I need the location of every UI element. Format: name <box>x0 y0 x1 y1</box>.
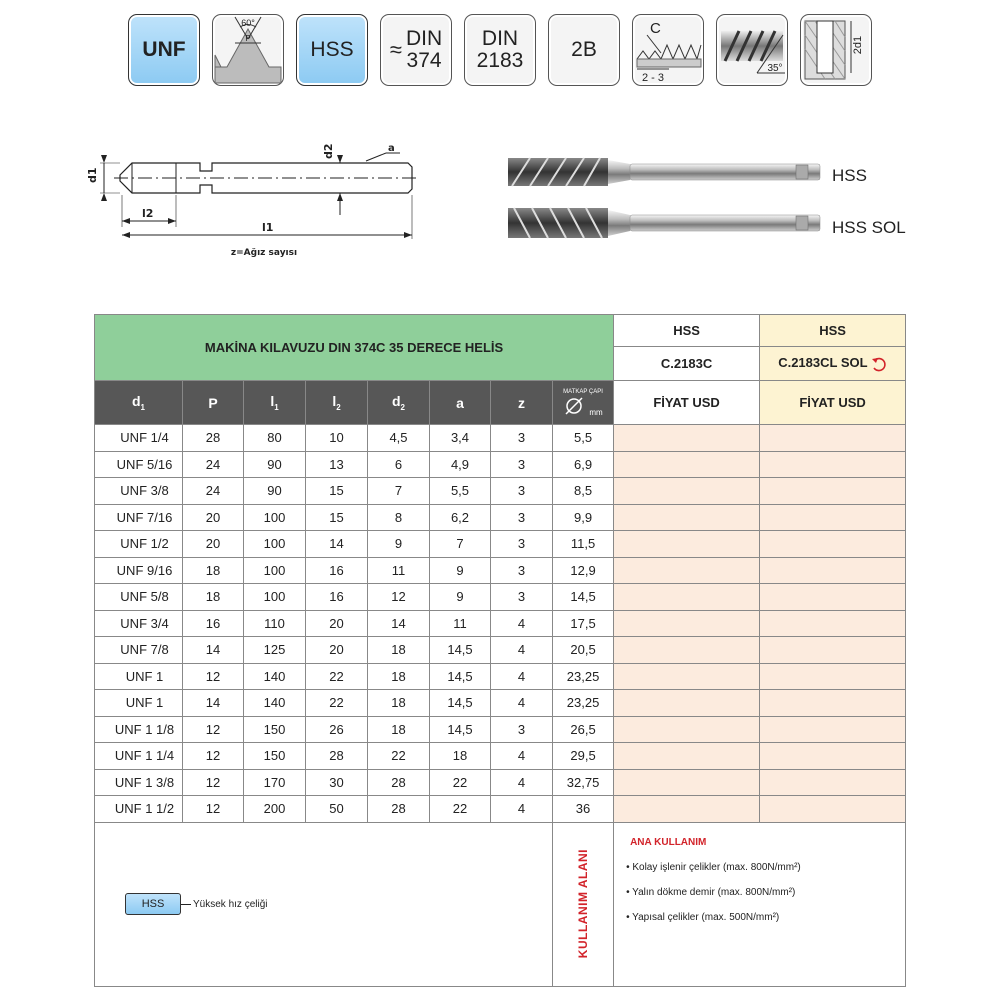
cell-l1: 170 <box>244 769 306 796</box>
unf-label: UNF <box>142 38 186 61</box>
cell-l2: 26 <box>306 716 368 743</box>
cell-drill: 32,75 <box>553 769 614 796</box>
cell-drill: 26,5 <box>553 716 614 743</box>
cell-l2: 22 <box>306 690 368 717</box>
cell-a: 9 <box>430 584 491 611</box>
cell-l2: 10 <box>306 425 368 452</box>
table-row <box>95 690 906 717</box>
cell-l2: 16 <box>306 557 368 584</box>
legend-hss-badge: HSS <box>125 893 181 915</box>
tool-photos <box>500 150 820 254</box>
cell-a: 6,2 <box>430 504 491 531</box>
product-table <box>94 314 906 987</box>
blind-hole-icon <box>800 14 872 86</box>
cell-l2: 50 <box>306 796 368 823</box>
price-cell-hss[interactable] <box>614 610 760 637</box>
cell-size: UNF 1 1/2 <box>95 796 183 823</box>
chamfer-form-icon <box>633 15 703 85</box>
cell-drill: 6,9 <box>553 451 614 478</box>
approx-symbol: ≈ <box>389 37 402 62</box>
table-row <box>95 478 906 505</box>
price-cell-hss[interactable] <box>614 504 760 531</box>
legend <box>95 893 552 915</box>
hss-column-header-1: HSS <box>614 315 760 347</box>
cell-drill: 11,5 <box>553 531 614 558</box>
cell-pitch: 12 <box>183 743 244 770</box>
hss-material-badge <box>296 14 368 86</box>
cell-drill: 14,5 <box>553 584 614 611</box>
cell-d2: 18 <box>368 637 430 664</box>
din374-line2: 374 <box>406 49 442 72</box>
l2-dim-label: l2 <box>142 207 154 220</box>
cell-pitch: 18 <box>183 584 244 611</box>
cell-pitch: 28 <box>183 425 244 452</box>
table-row <box>95 451 906 478</box>
code-c2183cl-sol-text: C.2183CL SOL <box>778 355 868 371</box>
cell-l2: 20 <box>306 610 368 637</box>
cell-a: 22 <box>430 796 491 823</box>
cell-z: 4 <box>491 663 553 690</box>
hss-icon-label: HSS <box>310 38 354 61</box>
cell-size: UNF 7/16 <box>95 504 183 531</box>
cell-d2: 22 <box>368 743 430 770</box>
price-cell-hss[interactable] <box>614 425 760 452</box>
chamfer-icon <box>632 14 704 86</box>
cell-a: 5,5 <box>430 478 491 505</box>
cell-pitch: 24 <box>183 451 244 478</box>
cell-pitch: 16 <box>183 610 244 637</box>
thread-angle-text: 60° <box>241 18 255 28</box>
din2183-line2: 2183 <box>476 49 524 72</box>
cell-l2: 20 <box>306 637 368 664</box>
cell-a: 14,5 <box>430 663 491 690</box>
price-cell-hss[interactable] <box>614 557 760 584</box>
tap-dimension-drawing <box>86 135 430 265</box>
cell-z: 3 <box>491 531 553 558</box>
price-cell-hss-sol[interactable] <box>760 663 906 690</box>
col-d1: $d_1$ <box>95 381 183 425</box>
cell-l2: 14 <box>306 531 368 558</box>
table-row <box>95 663 906 690</box>
price-cell-hss[interactable] <box>614 637 760 664</box>
cell-d2: 4,5 <box>368 425 430 452</box>
cell-d2: 28 <box>368 796 430 823</box>
cell-l1: 90 <box>244 478 306 505</box>
cell-a: 3,4 <box>430 425 491 452</box>
a-dim-label: a <box>388 143 395 154</box>
cell-l2: 15 <box>306 478 368 505</box>
cell-l2: 16 <box>306 584 368 611</box>
cell-d2: 11 <box>368 557 430 584</box>
cell-pitch: 12 <box>183 769 244 796</box>
depth-text: 2d1 <box>852 35 864 55</box>
cell-l1: 100 <box>244 584 306 611</box>
cell-z: 3 <box>491 557 553 584</box>
table-row <box>95 769 906 796</box>
table-title: MAKİNA KILAVUZU DIN 374C 35 DERECE HELİS <box>95 315 614 381</box>
tolerance-label: 2B <box>571 38 597 61</box>
cell-a: 11 <box>430 610 491 637</box>
cell-d2: 18 <box>368 716 430 743</box>
cell-drill: 36 <box>553 796 614 823</box>
cell-d2: 6 <box>368 451 430 478</box>
cell-l1: 150 <box>244 716 306 743</box>
cell-drill: 5,5 <box>553 425 614 452</box>
price-cell-hss-sol[interactable] <box>760 610 906 637</box>
cell-drill: 12,9 <box>553 557 614 584</box>
usage-item: • Yalın dökme demir (max. 800N/mm²) <box>626 886 796 898</box>
cell-drill: 29,5 <box>553 743 614 770</box>
cell-size: UNF 1 3/8 <box>95 769 183 796</box>
usage-title: ANA KULLANIM <box>630 836 707 848</box>
hole-depth-icon <box>801 15 871 85</box>
price-cell-hss-sol[interactable] <box>760 769 906 796</box>
cell-a: 14,5 <box>430 690 491 717</box>
price-cell-hss-sol[interactable] <box>760 716 906 743</box>
thread-60-icon <box>213 15 283 85</box>
price-cell-hss[interactable] <box>614 743 760 770</box>
cell-pitch: 14 <box>183 637 244 664</box>
left-hand-rotation-icon <box>871 356 887 372</box>
cell-a: 4,9 <box>430 451 491 478</box>
price-header-1: FİYAT USD <box>614 381 760 425</box>
price-cell-hss[interactable] <box>614 796 760 823</box>
cell-l1: 100 <box>244 504 306 531</box>
cell-a: 22 <box>430 769 491 796</box>
price-cell-hss[interactable] <box>614 663 760 690</box>
cell-l2: 15 <box>306 504 368 531</box>
cell-a: 7 <box>430 531 491 558</box>
table-row <box>95 610 906 637</box>
helix-angle-text: 35° <box>767 63 783 74</box>
cell-l2: 28 <box>306 743 368 770</box>
price-cell-hss-sol[interactable] <box>760 690 906 717</box>
diameter-icon <box>563 397 585 415</box>
cell-drill: 9,9 <box>553 504 614 531</box>
usage-cell <box>614 822 906 986</box>
helix-icon <box>716 14 788 86</box>
cell-z: 4 <box>491 743 553 770</box>
z-note: z=Ağız sayısı <box>230 248 298 258</box>
d1-dim-label: d1 <box>86 167 99 183</box>
table-row <box>95 743 906 770</box>
cell-l1: 125 <box>244 637 306 664</box>
cell-l1: 110 <box>244 610 306 637</box>
price-cell-hss[interactable] <box>614 584 760 611</box>
col-a: a <box>430 381 491 425</box>
code-c2183c: C.2183C <box>614 347 760 381</box>
table-row <box>95 584 906 611</box>
price-cell-hss[interactable] <box>614 478 760 505</box>
cell-l1: 150 <box>244 743 306 770</box>
footer-row <box>95 822 906 986</box>
cell-pitch: 12 <box>183 663 244 690</box>
chamfer-c-text: C <box>650 20 661 37</box>
cell-d2: 28 <box>368 769 430 796</box>
cell-pitch: 18 <box>183 557 244 584</box>
unf-thread-badge <box>128 14 200 86</box>
usage-item: • Yapısal çelikler (max. 500N/mm²) <box>626 911 780 923</box>
cell-d2: 18 <box>368 663 430 690</box>
spiral-flute-icon <box>717 15 787 85</box>
cell-z: 4 <box>491 637 553 664</box>
cell-z: 3 <box>491 716 553 743</box>
usage-vertical-cell <box>553 822 614 986</box>
cell-z: 3 <box>491 425 553 452</box>
cell-l1: 100 <box>244 557 306 584</box>
price-cell-hss-sol[interactable] <box>760 557 906 584</box>
thread-pitch-text: P <box>245 34 251 43</box>
price-cell-hss[interactable] <box>614 690 760 717</box>
legend-arrow <box>181 904 191 905</box>
cell-l1: 200 <box>244 796 306 823</box>
cell-d2: 8 <box>368 504 430 531</box>
table-row <box>95 557 906 584</box>
chamfer-range-text: 2 - 3 <box>641 72 665 84</box>
cell-l1: 90 <box>244 451 306 478</box>
usage-item: • Kolay işlenir çelikler (max. 800N/mm²) <box>626 861 801 873</box>
cell-pitch: 12 <box>183 716 244 743</box>
cell-l2: 30 <box>306 769 368 796</box>
col-l1: $l_1$ <box>244 381 306 425</box>
table-row <box>95 637 906 664</box>
price-cell-hss[interactable] <box>614 716 760 743</box>
col-d2: $d_2$ <box>368 381 430 425</box>
col-z: z <box>491 381 553 425</box>
cell-size: UNF 1 1/4 <box>95 743 183 770</box>
table-row <box>95 796 906 823</box>
cell-size: UNF 1/2 <box>95 531 183 558</box>
price-cell-hss[interactable] <box>614 769 760 796</box>
cell-size: UNF 9/16 <box>95 557 183 584</box>
cell-pitch: 14 <box>183 690 244 717</box>
cell-z: 3 <box>491 451 553 478</box>
price-cell-hss-sol[interactable] <box>760 451 906 478</box>
cell-d2: 18 <box>368 690 430 717</box>
din2183-badge <box>464 14 536 86</box>
cell-size: UNF 1/4 <box>95 425 183 452</box>
price-cell-hss-sol[interactable] <box>760 637 906 664</box>
cell-size: UNF 1 1/8 <box>95 716 183 743</box>
price-cell-hss[interactable] <box>614 451 760 478</box>
din374-line1: DIN <box>405 27 443 50</box>
price-cell-hss-sol[interactable] <box>760 743 906 770</box>
cell-d2: 12 <box>368 584 430 611</box>
cell-pitch: 20 <box>183 531 244 558</box>
cell-l2: 13 <box>306 451 368 478</box>
col-drill-diameter <box>553 381 614 425</box>
price-cell-hss-sol[interactable] <box>760 531 906 558</box>
cell-size: UNF 3/8 <box>95 478 183 505</box>
cell-pitch: 24 <box>183 478 244 505</box>
table-row <box>95 425 906 452</box>
cell-l2: 22 <box>306 663 368 690</box>
cell-z: 3 <box>491 478 553 505</box>
cell-size: UNF 1 <box>95 690 183 717</box>
cell-size: UNF 3/4 <box>95 610 183 637</box>
cell-drill: 20,5 <box>553 637 614 664</box>
din374-badge <box>380 14 452 86</box>
cell-a: 18 <box>430 743 491 770</box>
cell-d2: 9 <box>368 531 430 558</box>
cell-d2: 14 <box>368 610 430 637</box>
cell-pitch: 12 <box>183 796 244 823</box>
cell-drill: 23,25 <box>553 663 614 690</box>
drill-unit-text: mm <box>589 408 603 417</box>
legend-text: Yüksek hız çeliği <box>193 898 268 910</box>
col-p: P <box>183 381 244 425</box>
cell-d2: 7 <box>368 478 430 505</box>
legend-cell <box>95 822 553 986</box>
drill-header-text: MATKAP ÇAPI <box>563 389 603 395</box>
price-header-2: FİYAT USD <box>760 381 906 425</box>
d2-dim-label: d2 <box>322 143 335 159</box>
tolerance-badge <box>548 14 620 86</box>
cell-drill: 17,5 <box>553 610 614 637</box>
table-row <box>95 504 906 531</box>
cell-a: 14,5 <box>430 637 491 664</box>
cell-z: 3 <box>491 584 553 611</box>
cell-z: 3 <box>491 504 553 531</box>
cell-l1: 140 <box>244 663 306 690</box>
cell-size: UNF 5/8 <box>95 584 183 611</box>
price-cell-hss[interactable] <box>614 531 760 558</box>
cell-a: 14,5 <box>430 716 491 743</box>
cell-size: UNF 1 <box>95 663 183 690</box>
tool-label-hss-sol: HSS SOL <box>832 218 906 237</box>
price-cell-hss-sol[interactable] <box>760 584 906 611</box>
cell-size: UNF 5/16 <box>95 451 183 478</box>
code-c2183cl-sol <box>760 347 906 381</box>
cell-z: 4 <box>491 690 553 717</box>
cell-z: 4 <box>491 769 553 796</box>
din2183-line1: DIN <box>481 27 519 50</box>
cell-l1: 100 <box>244 531 306 558</box>
hss-column-header-2: HSS <box>760 315 906 347</box>
cell-z: 4 <box>491 610 553 637</box>
price-cell-hss-sol[interactable] <box>760 504 906 531</box>
col-l2: $l_2$ <box>306 381 368 425</box>
cell-drill: 8,5 <box>553 478 614 505</box>
table-row <box>95 716 906 743</box>
technical-drawing <box>86 135 430 269</box>
tool-label-hss: HSS <box>832 166 867 185</box>
l1-dim-label: l1 <box>262 221 274 234</box>
column-header-row <box>95 381 906 425</box>
price-cell-hss-sol[interactable] <box>760 425 906 452</box>
cell-z: 4 <box>491 796 553 823</box>
price-cell-hss-sol[interactable] <box>760 796 906 823</box>
cell-pitch: 20 <box>183 504 244 531</box>
price-cell-hss-sol[interactable] <box>760 478 906 505</box>
usage-vertical-label: KULLANIM ALANI <box>576 849 591 959</box>
cell-l1: 140 <box>244 690 306 717</box>
table-row <box>95 531 906 558</box>
tap-photo-illustration <box>500 150 820 250</box>
thread-profile-icon <box>212 14 284 86</box>
cell-a: 9 <box>430 557 491 584</box>
cell-size: UNF 7/8 <box>95 637 183 664</box>
cell-drill: 23,25 <box>553 690 614 717</box>
cell-l1: 80 <box>244 425 306 452</box>
